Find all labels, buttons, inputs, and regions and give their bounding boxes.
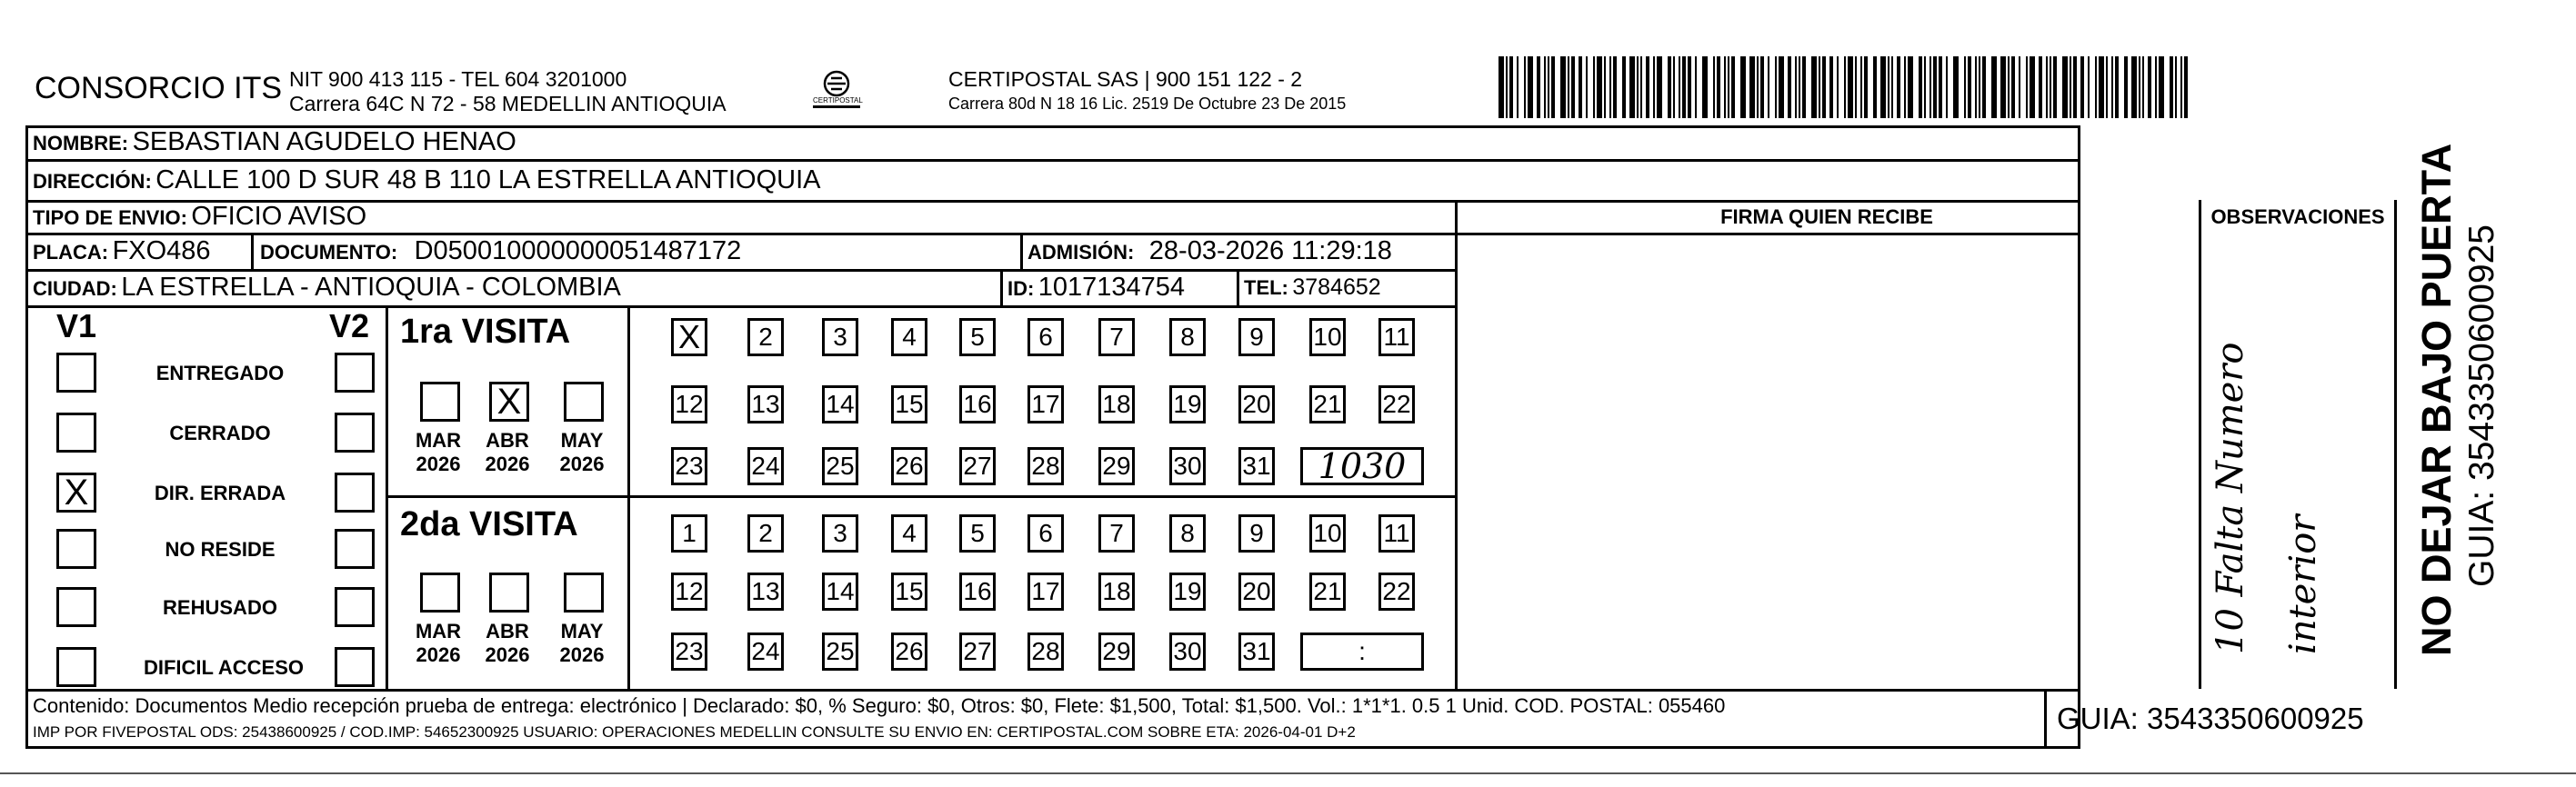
ciudad-value: LA ESTRELLA - ANTIOQUIA - COLOMBIA <box>121 273 621 302</box>
visita1-day-24[interactable]: 24 <box>747 447 784 485</box>
ciudad-label: CIUDAD: <box>33 277 117 300</box>
visita1-title: 1ra VISITA <box>400 313 571 351</box>
visita1-day-10[interactable]: 10 <box>1309 318 1346 356</box>
v1-checkbox-3[interactable]: X <box>56 473 96 513</box>
visita1-day-27[interactable]: 27 <box>959 447 996 485</box>
v2-checkbox-6[interactable] <box>335 647 375 687</box>
visita1-month-label-may <box>555 429 609 476</box>
nombre-value: SEBASTIAN AGUDELO HENAO <box>132 127 516 156</box>
direccion-value: CALLE 100 D SUR 48 B 110 LA ESTRELLA ANTIOQUIA <box>155 165 821 194</box>
v2-checkbox-4[interactable] <box>335 529 375 569</box>
visita1-day-13[interactable]: 13 <box>747 385 784 423</box>
id-value: 1017134754 <box>1037 273 1186 302</box>
visita1-time-box[interactable]: 1030 <box>1300 447 1424 485</box>
visita2-day-11[interactable]: 11 <box>1378 514 1415 553</box>
visita2-day-6[interactable]: 6 <box>1027 514 1064 553</box>
visita2-month-checkbox-may[interactable] <box>564 573 604 613</box>
reason-label-2: CERRADO <box>169 422 271 444</box>
visita2-day-24[interactable]: 24 <box>747 633 784 671</box>
v1-checkbox-5[interactable] <box>56 587 96 627</box>
visita1-day-4[interactable]: 4 <box>891 318 927 356</box>
admision-cell <box>1027 236 1392 266</box>
tipo-value: OFICIO AVISO <box>191 202 367 231</box>
visita2-day-13[interactable]: 13 <box>747 573 784 611</box>
visita1-day-19[interactable]: 19 <box>1169 385 1206 423</box>
visita1-month-year: 2026 <box>559 453 605 475</box>
visita1-day-11[interactable]: 11 <box>1378 318 1415 356</box>
visita2-day-14[interactable]: 14 <box>822 573 858 611</box>
visita2-month-checkbox-abr[interactable] <box>489 573 529 613</box>
visita2-day-31[interactable]: 31 <box>1238 633 1275 671</box>
visita2-day-2[interactable]: 2 <box>747 514 784 553</box>
footer-guia: GUIA: 3543350600925 <box>2057 702 2364 735</box>
visita2-day-1[interactable]: 1 <box>671 514 707 553</box>
visita1-day-17[interactable]: 17 <box>1027 385 1064 423</box>
v1-checkbox-6[interactable] <box>56 647 96 687</box>
ciudad-row <box>33 273 621 303</box>
observaciones-handwriting-2: interior <box>2282 514 2324 654</box>
certipostal-address: Carrera 80d N 18 16 Lic. 2519 De Octubre 23 De 2015 <box>948 95 1347 113</box>
visita1-month-label-abr <box>480 429 535 476</box>
visita2-day-9[interactable]: 9 <box>1238 514 1275 553</box>
visita2-day-19[interactable]: 19 <box>1169 573 1206 611</box>
visita2-day-29[interactable]: 29 <box>1098 633 1135 671</box>
visita1-day-21[interactable]: 21 <box>1309 385 1346 423</box>
firma-header: FIRMA QUIEN RECIBE <box>1720 205 1933 228</box>
visita2-day-22[interactable]: 22 <box>1378 573 1415 611</box>
visita2-month-label-mar <box>411 620 466 667</box>
side-guia: GUIA: 3543350600925 <box>2462 224 2501 587</box>
tel-cell <box>1244 274 1381 301</box>
documento-value: D050010000000051487172 <box>414 236 742 265</box>
visita2-month-name: MAR <box>415 620 462 643</box>
visita2-day-28[interactable]: 28 <box>1027 633 1064 671</box>
direccion-label: DIRECCIÓN: <box>33 170 152 193</box>
visita2-title: 2da VISITA <box>400 505 578 543</box>
visita2-day-17[interactable]: 17 <box>1027 573 1064 611</box>
no-dejar-bajo-puerta: NO DEJAR BAJO PUERTA <box>2413 143 2460 656</box>
visita1-month-checkbox-mar[interactable] <box>420 382 460 422</box>
visita2-day-26[interactable]: 26 <box>891 633 927 671</box>
visita2-day-5[interactable]: 5 <box>959 514 996 553</box>
visita2-time-box[interactable]: : <box>1300 633 1424 671</box>
visita2-day-18[interactable]: 18 <box>1098 573 1135 611</box>
nombre-label: NOMBRE: <box>33 132 129 154</box>
visita2-day-12[interactable]: 12 <box>671 573 707 611</box>
visita2-day-16[interactable]: 16 <box>959 573 996 611</box>
v2-checkbox-2[interactable] <box>335 413 375 453</box>
placa-label: PLACA: <box>33 241 109 264</box>
visita1-day-9[interactable]: 9 <box>1238 318 1275 356</box>
visita2-day-7[interactable]: 7 <box>1098 514 1135 553</box>
visita1-month-checkbox-may[interactable] <box>564 382 604 422</box>
direccion-row <box>33 165 821 195</box>
tel-value: 3784652 <box>1292 274 1381 300</box>
observaciones-handwriting-1: 10 Falta Numero <box>2210 342 2251 654</box>
visita2-month-label-abr <box>480 620 535 667</box>
visita2-day-20[interactable]: 20 <box>1238 573 1275 611</box>
visita1-day-30[interactable]: 30 <box>1169 447 1206 485</box>
visita2-day-4[interactable]: 4 <box>891 514 927 553</box>
imp-text: IMP POR FIVEPOSTAL ODS: 25438600925 / COD.IMP: 54652300925 USUARIO: OPERACIONES MEDELLIN CONSULTE SU ENVIO EN: CERTIPOSTAL.COM SOBRE ETA: 2026-04-01 D+2 <box>33 723 1356 741</box>
id-cell <box>1007 273 1185 303</box>
v1-checkbox-1[interactable] <box>56 353 96 393</box>
visita1-day-16[interactable]: 16 <box>959 385 996 423</box>
visita1-day-29[interactable]: 29 <box>1098 447 1135 485</box>
barcode <box>1498 56 2219 118</box>
reason-label-6: DIFICIL ACCESO <box>143 656 304 679</box>
visita1-day-18[interactable]: 18 <box>1098 385 1135 423</box>
visita2-day-27[interactable]: 27 <box>959 633 996 671</box>
visita2-month-year: 2026 <box>416 643 461 666</box>
v2-label: V2 <box>329 307 370 344</box>
visita1-day-8[interactable]: 8 <box>1169 318 1206 356</box>
admision-value: 28-03-2026 11:29:18 <box>1148 236 1392 265</box>
reason-label-3: DIR. ERRADA <box>154 482 286 504</box>
visita2-day-10[interactable]: 10 <box>1309 514 1346 553</box>
v2-checkbox-1[interactable] <box>335 353 375 393</box>
documento-cell <box>260 236 741 266</box>
visita1-month-year: 2026 <box>485 453 530 475</box>
visita2-day-21[interactable]: 21 <box>1309 573 1346 611</box>
visita1-day-14[interactable]: 14 <box>822 385 858 423</box>
visita1-day-31[interactable]: 31 <box>1238 447 1275 485</box>
logo-caption: CERTIPOSTAL <box>813 96 863 105</box>
visita1-day-1[interactable]: X <box>671 318 707 356</box>
tipo-label: TIPO DE ENVIO: <box>33 206 187 229</box>
visita1-day-22[interactable]: 22 <box>1378 385 1415 423</box>
visita2-month-year: 2026 <box>559 643 605 666</box>
company-nit: NIT 900 413 115 - TEL 604 3201000 <box>289 67 627 91</box>
reason-label-4: NO RESIDE <box>165 538 276 561</box>
visita2-month-label-may <box>555 620 609 667</box>
visita2-month-checkbox-mar[interactable] <box>420 573 460 613</box>
v1-label: V1 <box>56 307 97 344</box>
visita1-month-name: MAY <box>560 429 604 452</box>
documento-label: DOCUMENTO: <box>260 241 398 264</box>
visita2-day-30[interactable]: 30 <box>1169 633 1206 671</box>
visita2-month-name: MAY <box>560 620 604 643</box>
visita1-day-6[interactable]: 6 <box>1027 318 1064 356</box>
visita1-day-23[interactable]: 23 <box>671 447 707 485</box>
v1-checkbox-4[interactable] <box>56 529 96 569</box>
certipostal-name: CERTIPOSTAL SAS | 900 151 122 - 2 <box>948 67 1303 91</box>
id-label: ID: <box>1007 277 1035 300</box>
tipo-row <box>33 202 366 232</box>
placa-value: FXO486 <box>112 236 211 265</box>
reason-label-1: ENTREGADO <box>155 362 285 384</box>
visita2-day-23[interactable]: 23 <box>671 633 707 671</box>
visita1-day-3[interactable]: 3 <box>822 318 858 356</box>
v2-checkbox-3[interactable] <box>335 473 375 513</box>
reason-label-5: REHUSADO <box>163 596 277 619</box>
visita1-day-5[interactable]: 5 <box>959 318 996 356</box>
visita1-day-12[interactable]: 12 <box>671 385 707 423</box>
visita1-day-25[interactable]: 25 <box>822 447 858 485</box>
visita1-day-2[interactable]: 2 <box>747 318 784 356</box>
v1-checkbox-2[interactable] <box>56 413 96 453</box>
visita1-day-20[interactable]: 20 <box>1238 385 1275 423</box>
visita2-day-8[interactable]: 8 <box>1169 514 1206 553</box>
visita2-month-year: 2026 <box>485 643 530 666</box>
company-name: CONSORCIO ITS <box>35 71 283 105</box>
visita1-day-28[interactable]: 28 <box>1027 447 1064 485</box>
visita1-month-label-mar <box>411 429 466 476</box>
visita1-month-name: ABR <box>486 429 529 452</box>
contenido-text: Contenido: Documentos Medio recepción prueba de entrega: electrónico | Declarado: $0, % Seguro: $0, Otros: $0, Flete: $1,500, Total: $1,500. Vol.: 1*1*1. 0.5 1 Unid. COD. POSTAL: 055460 <box>33 694 1726 717</box>
admision-label: ADMISIÓN: <box>1027 241 1135 264</box>
visita1-day-15[interactable]: 15 <box>891 385 927 423</box>
visita1-month-year: 2026 <box>416 453 461 475</box>
nombre-row <box>33 127 516 157</box>
tel-label: TEL: <box>1244 276 1288 299</box>
company-address: Carrera 64C N 72 - 58 MEDELLIN ANTIOQUIA <box>289 92 727 115</box>
visita2-day-3[interactable]: 3 <box>822 514 858 553</box>
visita2-day-15[interactable]: 15 <box>891 573 927 611</box>
visita1-month-checkbox-abr[interactable]: X <box>489 382 529 422</box>
v2-checkbox-5[interactable] <box>335 587 375 627</box>
certipostal-logo <box>809 65 864 116</box>
visita2-month-name: ABR <box>486 620 529 643</box>
visita1-day-26[interactable]: 26 <box>891 447 927 485</box>
placa-row <box>33 236 211 266</box>
visita1-day-7[interactable]: 7 <box>1098 318 1135 356</box>
visita1-month-name: MAR <box>415 429 462 452</box>
visita2-day-25[interactable]: 25 <box>822 633 858 671</box>
observaciones-header: OBSERVACIONES <box>2210 205 2385 228</box>
